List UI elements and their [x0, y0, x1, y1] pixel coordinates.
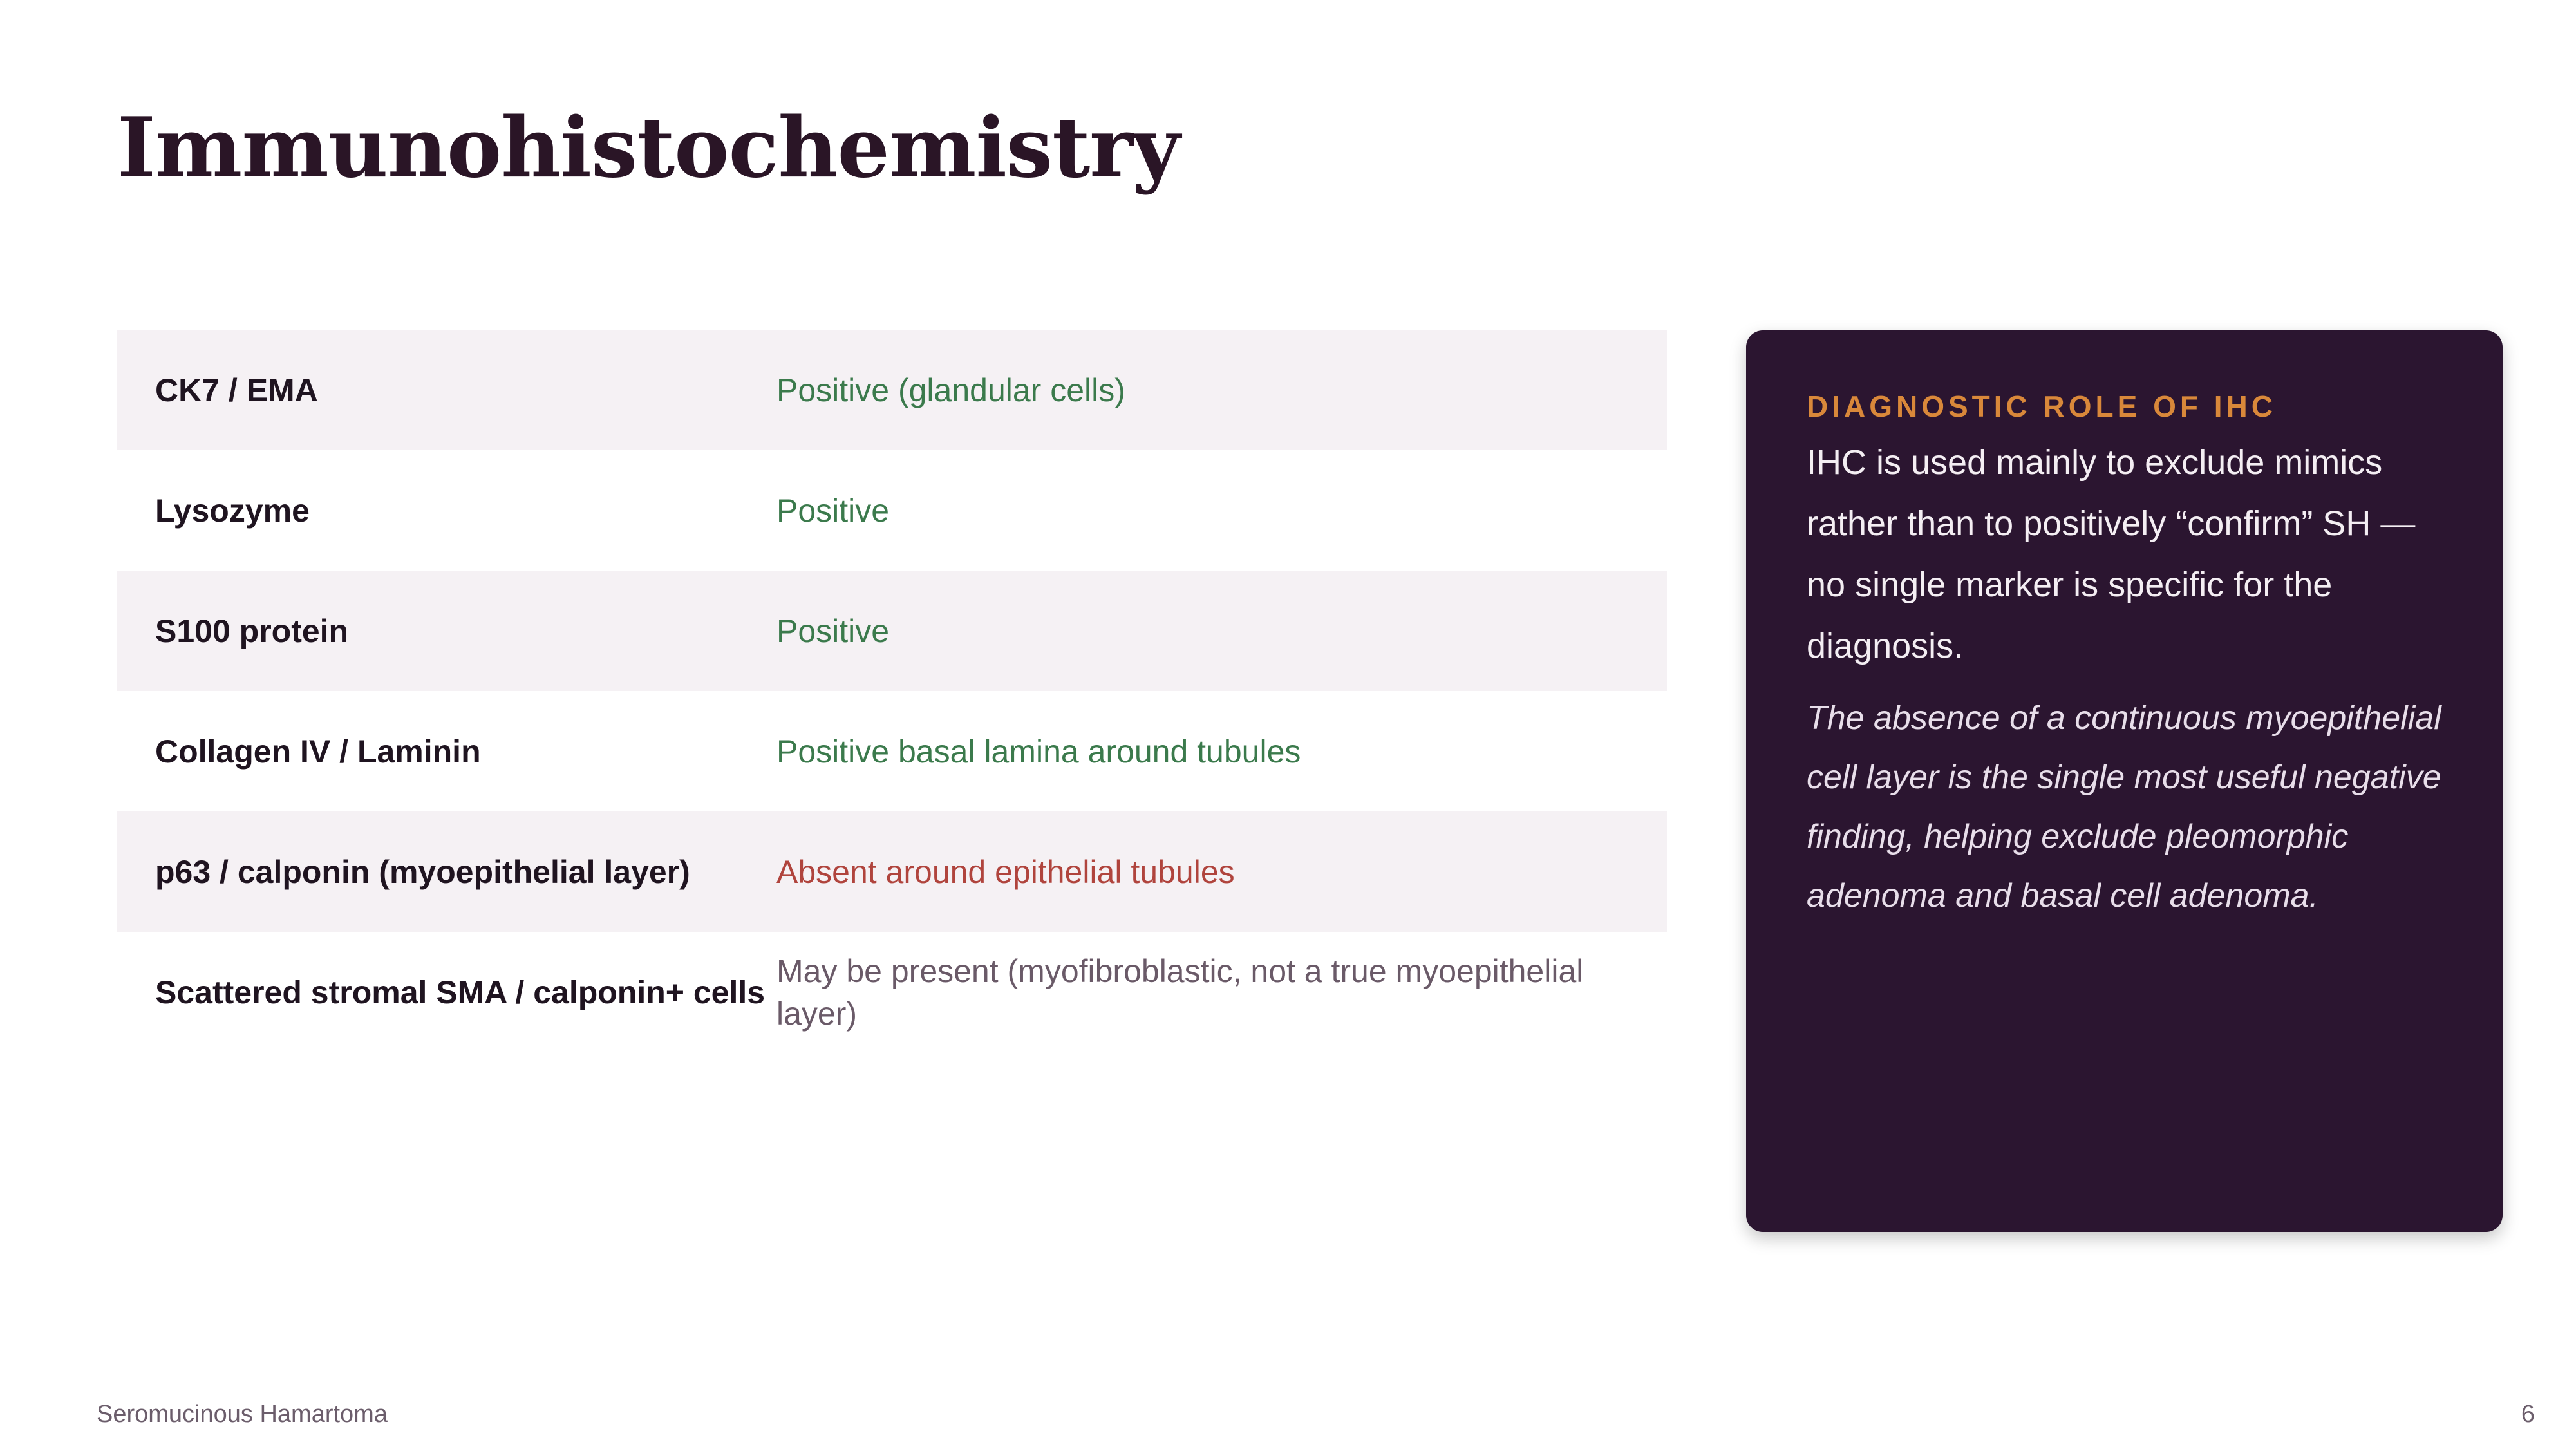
marker-name: S100 protein [155, 612, 349, 649]
marker-name: p63 / calponin (myoepithelial layer) [155, 853, 690, 890]
ihc-results-table [117, 330, 1667, 1052]
marker-result: Positive [776, 612, 890, 649]
footer-title: Seromucinous Hamartoma [97, 1401, 388, 1428]
marker-result: Positive basal lamina around tubules [776, 733, 1301, 770]
marker-result: May be present (myofibroblastic, not a true myoepithelial layer) [776, 952, 1584, 1032]
table-row [117, 571, 1667, 691]
card-label: DIAGNOSTIC ROLE OF IHC [1807, 390, 2277, 423]
marker-result: Absent around epithelial tubules [776, 853, 1235, 890]
table-row [117, 691, 1667, 811]
marker-name: CK7 / EMA [155, 372, 318, 408]
marker-name: Lysozyme [155, 492, 310, 529]
marker-name: Collagen IV / Laminin [155, 733, 481, 770]
table-row [117, 450, 1667, 571]
page-number: 6 [2521, 1401, 2535, 1428]
marker-name: Scattered stromal SMA / calponin+ cells [155, 974, 766, 1010]
table-row [117, 330, 1667, 450]
marker-result: Positive [776, 492, 890, 529]
page-title: Immunohistochemistry [117, 100, 1180, 196]
card-body-text: IHC is used mainly to exclude mimics rather than to positively “confirm” SH — no single marker is specific for the diagnosis. [1807, 443, 2416, 665]
marker-result: Positive (glandular cells) [776, 372, 1125, 408]
table-row [117, 811, 1667, 932]
card-note-text: The absence of a continuous myoepithelial cell layer is the single most useful negative finding, helping exclude pleomorphic adenoma and basal cell adenoma. [1807, 699, 2441, 914]
diagnostic-role-card [1746, 330, 2503, 1232]
table-row [117, 932, 1667, 1052]
